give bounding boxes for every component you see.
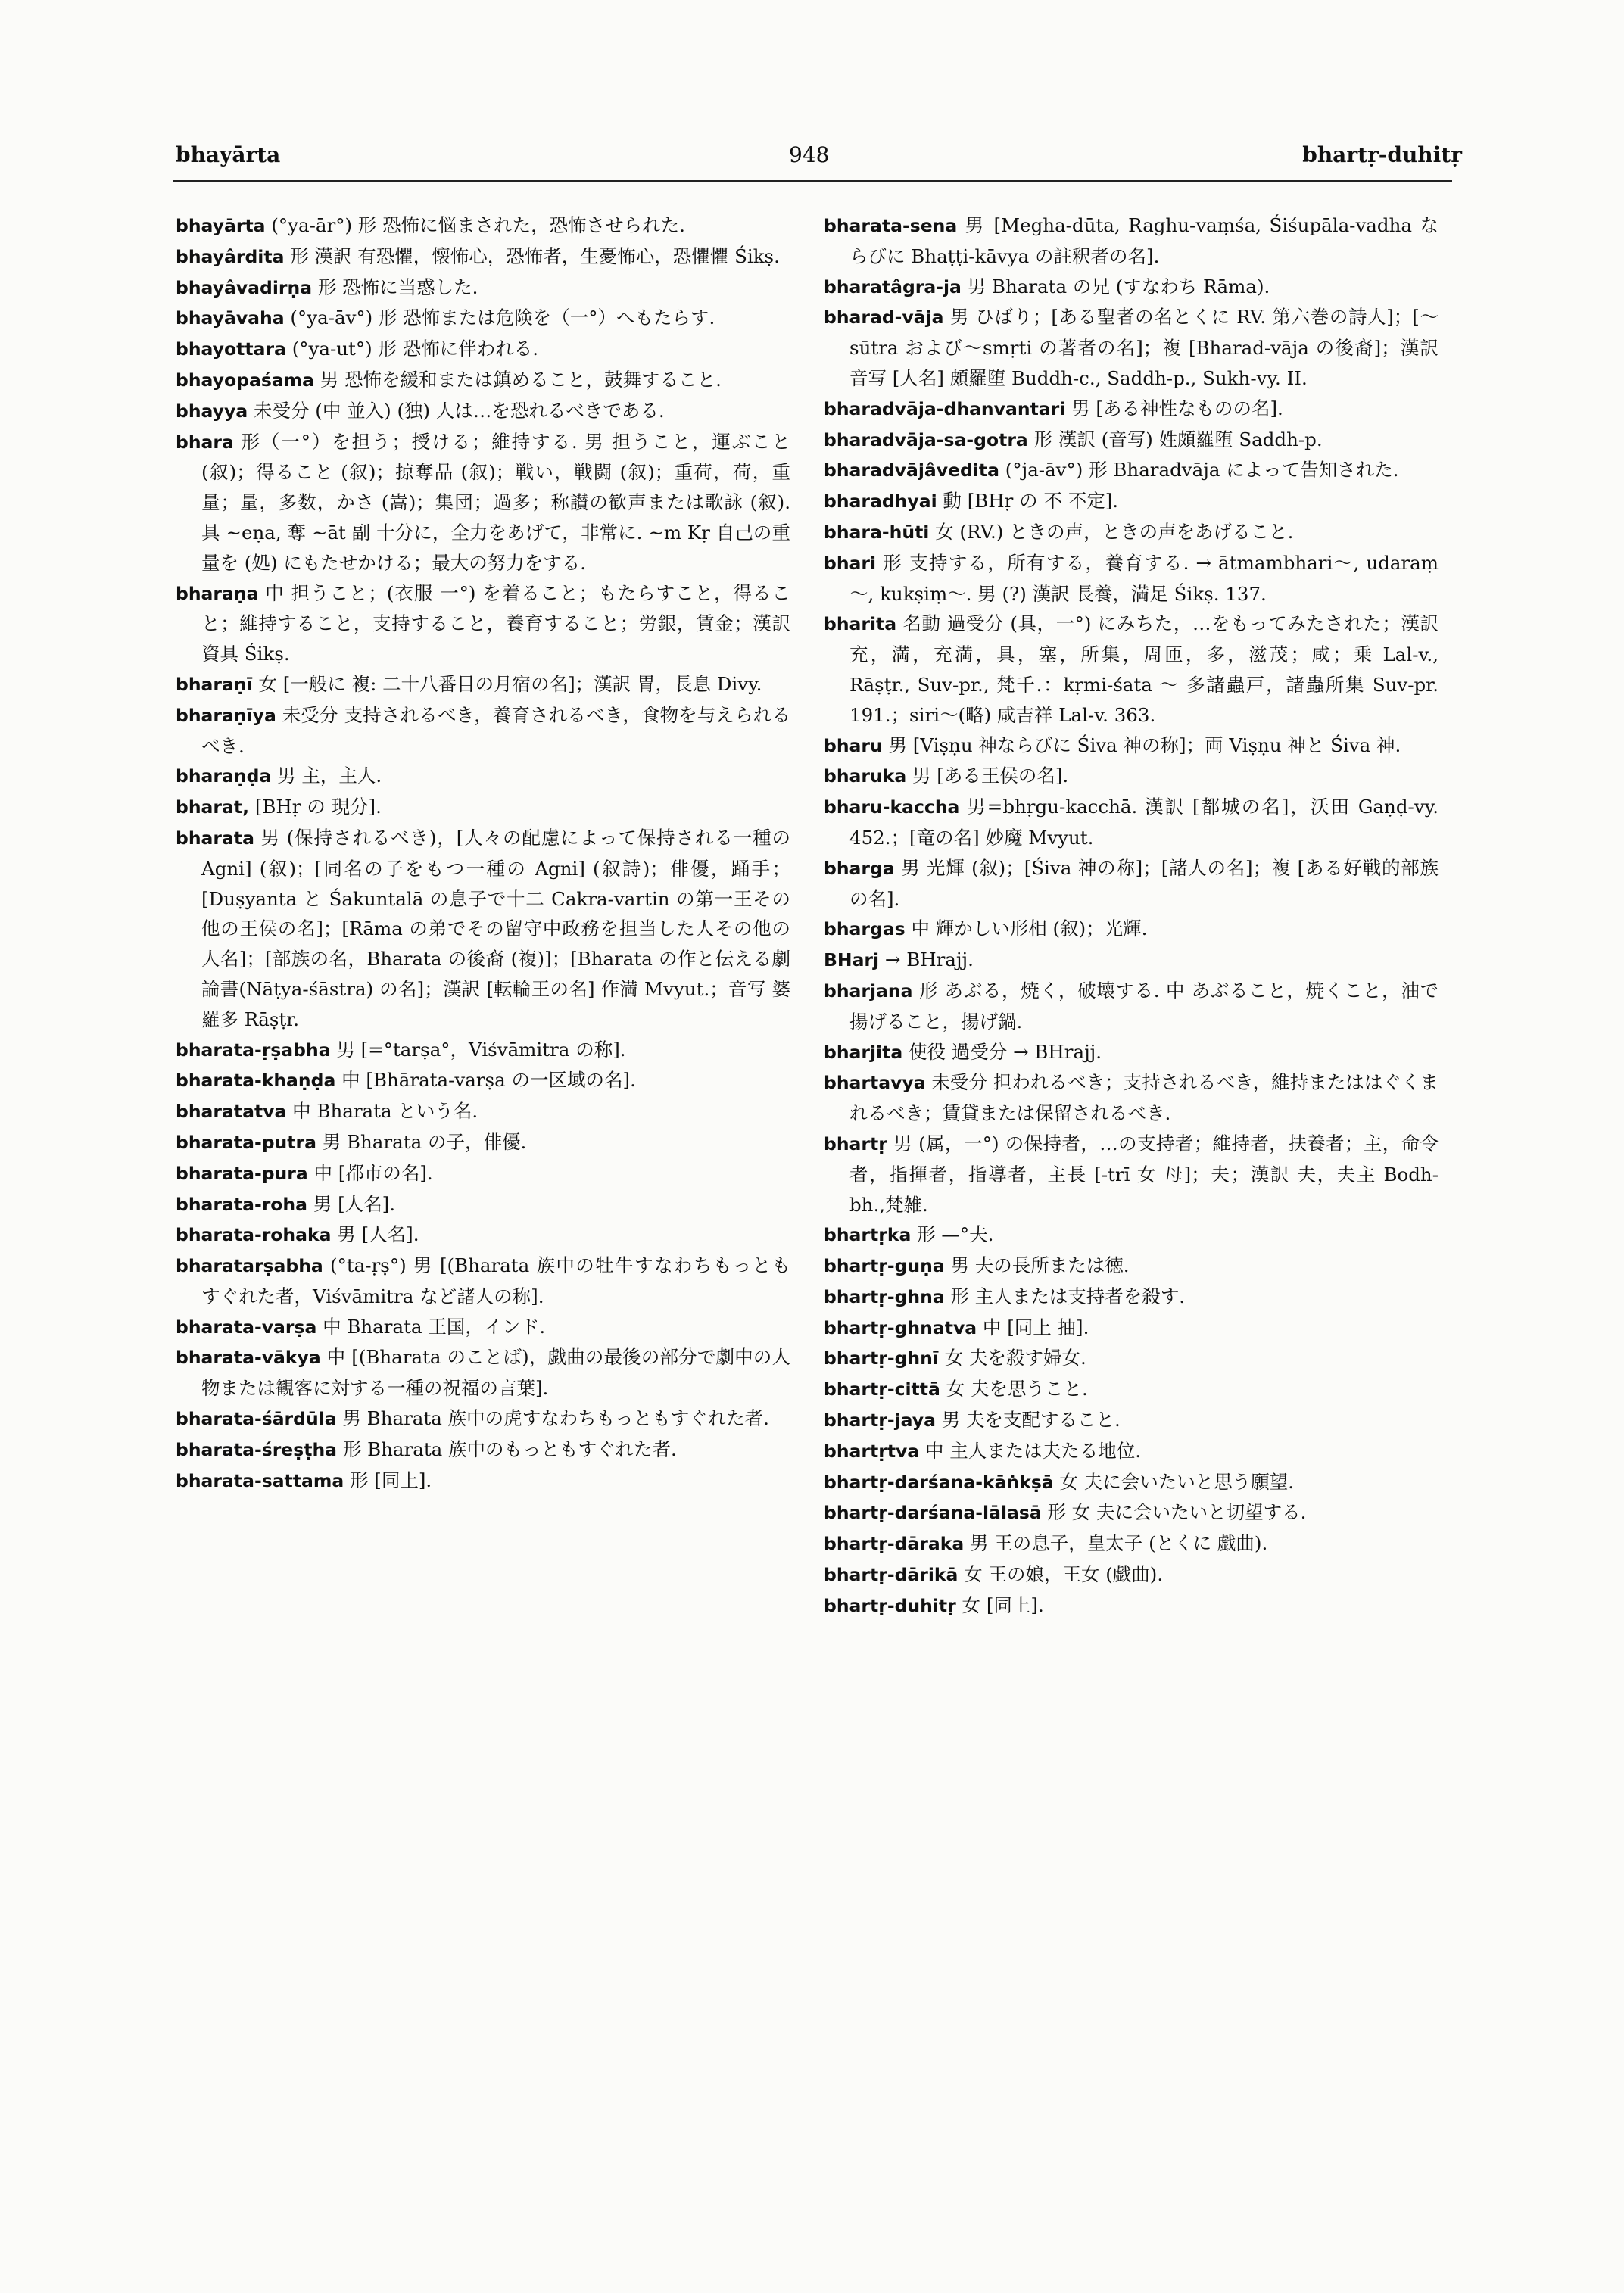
entry-definition: 使役 過受分 → BHrajj. <box>902 1040 1102 1063</box>
dictionary-entry <box>824 1436 1439 1467</box>
entry-definition: 形 あぶる，焼く，破壊する. 中 あぶること，焼くこと，油で揚げること，揚げ鍋. <box>849 979 1439 1033</box>
dictionary-entry <box>176 1096 790 1127</box>
dictionary-entry <box>176 1251 790 1312</box>
entry-headword: bhayāvaha <box>176 307 285 329</box>
dictionary-entry <box>824 976 1439 1037</box>
entry-headword: bhartṛ-darśana-kāṅkṣā <box>824 1471 1054 1493</box>
dictionary-entry <box>824 1559 1439 1590</box>
dictionary-entry <box>176 1435 790 1466</box>
entry-definition: 女 (RV.) ときの声，ときの声をあげること. <box>929 520 1294 543</box>
entry-headword: bharatatva <box>176 1101 287 1123</box>
entry-headword: bharat, <box>176 796 250 818</box>
dictionary-entry <box>824 1343 1439 1374</box>
entry-definition: [BHṛ の 現分]. <box>249 796 382 818</box>
entry-headword: bhartṛ-ghna <box>824 1285 945 1307</box>
entry-headword: bharata-rohaka <box>176 1224 332 1246</box>
entry-headword: bhayya <box>176 400 248 422</box>
entry-headword: bhartṛtva <box>824 1440 920 1462</box>
entry-headword: bharata-varṣa <box>176 1316 317 1338</box>
entry-headword: bharatâgra-ja <box>824 276 962 298</box>
entry-headword: bhayâvadirṇa <box>176 276 313 298</box>
entry-headword: bhartṛ <box>824 1132 887 1154</box>
dictionary-entry <box>176 1065 790 1096</box>
entry-definition: 中 Bharata 王国，インド. <box>316 1315 546 1338</box>
entry-definition: 男 夫を支配すること. <box>935 1409 1121 1432</box>
entry-definition: 形 漢訳 (音写) 姓頗羅堕 Saddh-p. <box>1027 428 1323 450</box>
entry-definition: 中 [Bhārata-varṣa の一区域の名]. <box>335 1069 636 1092</box>
entry-definition: 形 主人または支持者を殺す. <box>944 1285 1186 1307</box>
entry-definition: 男 [=°tarṣa°，Viśvāmitra の称]. <box>330 1038 626 1061</box>
dictionary-entry <box>176 823 790 1035</box>
dictionary-entry <box>824 1590 1439 1622</box>
entry-definition: 動 [BHṛ の 不 不定]. <box>937 490 1119 512</box>
dictionary-entry <box>824 1467 1439 1498</box>
entry-headword: bharaṇa <box>176 582 259 604</box>
entry-headword: bharata-vākya <box>176 1347 321 1369</box>
dictionary-entry <box>824 853 1439 914</box>
dictionary-entry <box>176 396 790 427</box>
entry-headword: bharadvājâvedita <box>824 460 999 481</box>
entry-definition: 形 [同上]. <box>344 1469 432 1491</box>
entry-definition: 未受分 支持されるべき，養育されるべき，食物を与えられるべき. <box>201 703 790 757</box>
entry-headword: bharadvāja-dhanvantari <box>824 397 1066 419</box>
entry-headword: bhartṛ-darśana-lālasā <box>824 1502 1042 1524</box>
dictionary-entry <box>176 427 790 578</box>
entry-headword: bharadvāja-sa-gotra <box>824 428 1028 450</box>
entry-headword: bharuka <box>824 765 907 787</box>
dictionary-entry <box>824 1251 1439 1282</box>
entry-headword: bhartṛ-dāraka <box>824 1533 965 1555</box>
entry-definition: 女 [同上]. <box>955 1594 1044 1616</box>
dictionary-entry <box>176 669 790 700</box>
dictionary-entry <box>176 1127 790 1158</box>
header-rule <box>173 180 1452 182</box>
dictionary-entry <box>824 609 1439 730</box>
dictionary-entry <box>176 303 790 334</box>
entry-headword: bharu <box>824 734 883 756</box>
entry-definition: (°ya-ut°) 形 恐怖に伴われる. <box>285 338 539 360</box>
dictionary-entry <box>824 945 1439 976</box>
dictionary-entry <box>176 1312 790 1343</box>
running-head-left: bhayārta <box>176 142 281 167</box>
dictionary-entry <box>824 425 1439 456</box>
entry-headword: bhargas <box>824 918 906 940</box>
dictionary-entry <box>824 1037 1439 1068</box>
dictionary-entry <box>824 914 1439 945</box>
entry-headword: bhara-hūti <box>824 521 930 543</box>
entry-definition: (°ya-ār°) 形 恐怖に悩まされた，恐怖させられた. <box>265 214 685 236</box>
entry-definition: (°ya-āv°) 形 恐怖または危険を（一°）へもたらす. <box>284 307 715 329</box>
entry-definition: 形（一°）を担う；授ける；維持する. 男 担うこと，運ぶこと (叙)；得ること (叙)；掠奪品 (叙)；戦い，戦闘 (叙)；重荷，荷，重量；量，多数，かさ (嵩)；集団；過多；称讃の歓声または歌詠 (叙). 具 ~eṇa, 奪 ~āt 副 十分に，全力をあげて，非常に. ~m Kṛ 自己の重量を (処) にもたせかける；最大の努力をする. <box>201 430 790 574</box>
dictionary-entry <box>176 700 790 762</box>
dictionary-entry <box>176 578 790 669</box>
entry-headword: bhayārta <box>176 215 266 236</box>
entry-headword: bharaṇī <box>176 673 253 695</box>
dictionary-entry <box>824 1282 1439 1313</box>
entry-headword: bharata-sena <box>824 215 958 236</box>
entry-headword: bhartṛ-duhitṛ <box>824 1594 956 1616</box>
entry-definition: 形 恐怖に当惑した. <box>312 276 478 298</box>
dictionary-entry <box>176 334 790 365</box>
dictionary-entry <box>176 761 790 792</box>
right-column <box>824 210 1439 1622</box>
dictionary-entry <box>824 1313 1439 1344</box>
entry-definition: 男 主，主人. <box>271 765 382 787</box>
entry-definition: 男 Bharata の兄 (すなわち Rāma). <box>961 275 1270 298</box>
dictionary-entry <box>824 1405 1439 1436</box>
entry-headword: bharata-śreṣṭha <box>176 1438 338 1460</box>
entry-headword: bharu-kaccha <box>824 796 960 818</box>
entry-headword: bhara <box>176 431 234 453</box>
entry-headword: bhartṛ-ghnatva <box>824 1316 977 1338</box>
dictionary-entry <box>176 241 790 273</box>
dictionary-entry <box>824 1528 1439 1559</box>
entry-headword: bharata-sattama <box>176 1469 344 1491</box>
entry-definition: → BHrajj. <box>879 949 974 971</box>
entry-definition: 女 夫に会いたいと思う願望. <box>1053 1470 1295 1493</box>
dictionary-entry <box>824 548 1439 609</box>
dictionary-entry <box>824 272 1439 303</box>
running-head-right: bhartṛ-duhitṛ <box>1302 142 1462 167</box>
entry-definition: 男 Bharata の子，俳優. <box>316 1130 527 1153</box>
page-number: 948 <box>789 142 830 167</box>
entry-definition: 女 夫を殺す婦女. <box>938 1347 1086 1369</box>
entry-definition: 男 [人名]. <box>307 1192 396 1215</box>
entry-definition: 男 光輝 (叙)；[Śiva 神の称]；[諸人の名]；複 [ある好戦的部族の名]. <box>849 856 1439 910</box>
entry-headword: BHarj <box>824 949 880 971</box>
dictionary-entry <box>824 486 1439 517</box>
entry-headword: bhari <box>824 552 877 574</box>
dictionary-entry <box>176 1035 790 1066</box>
entry-definition: 男 [ある神性なものの名]. <box>1065 397 1283 419</box>
entry-headword: bharata-khaṇḍa <box>176 1070 336 1092</box>
entry-definition: (°ja-āv°) 形 Bharadvāja によって告知された. <box>999 459 1399 481</box>
entry-headword: bharjita <box>824 1041 903 1063</box>
entry-definition: 男 夫の長所または徳. <box>944 1254 1130 1277</box>
dictionary-entry <box>824 761 1439 792</box>
dictionary-entry <box>824 731 1439 762</box>
entry-definition: 男 [人名]. <box>331 1223 419 1246</box>
dictionary-entry <box>824 394 1439 425</box>
entry-headword: bharata-śārdūla <box>176 1408 337 1430</box>
entry-definition: 男 [Viṣṇu 神ならびに Śiva 神の称]；両 Viṣṇu 神と Śiva 神. <box>882 734 1401 756</box>
entry-definition: 男 ひばり；[ある聖者の名とくに RV. 第六巻の詩人]；[～sūtra および～smṛti の著者の名]；複 [Bharad-vāja の後裔]；漢訳 音写 [人名] 頗羅堕 Buddh-c., Saddh-p., Sukh-vy. II. <box>849 306 1439 389</box>
dictionary-entry <box>824 792 1439 853</box>
entry-headword: bharad-vāja <box>824 307 944 329</box>
entry-headword: bhartṛ-jaya <box>824 1410 936 1432</box>
entry-definition: 男 [Megha-dūta, Raghu-vaṃśa, Śiśupāla-vadha ならびに Bhaṭṭi-kāvya の註釈者の名]. <box>849 214 1439 267</box>
entry-headword: bharga <box>824 857 895 879</box>
entry-headword: bharata-ṛṣabha <box>176 1039 331 1061</box>
entry-definition: 形 —°夫. <box>911 1223 994 1246</box>
entry-headword: bharatarṣabha <box>176 1255 323 1277</box>
entry-definition: 男 Bharata 族中の虎すなわちもっともすぐれた者. <box>336 1407 769 1430</box>
dictionary-entry <box>824 455 1439 486</box>
dictionary-entry <box>824 1497 1439 1528</box>
entry-headword: bhartavya <box>824 1072 926 1094</box>
entry-definition: 男 王の息子，皇太子 (とくに 戯曲). <box>964 1532 1268 1555</box>
entry-definition: 中 担うこと；(衣服 一°) を着ること；もたらすこと，得ること；維持すること，支持すること，養育すること；労銀，賃金；漢訳 資具 Śikṣ. <box>201 581 790 665</box>
dictionary-entry <box>824 1220 1439 1251</box>
dictionary-entry <box>176 273 790 304</box>
entry-headword: bhartṛ-guṇa <box>824 1255 945 1277</box>
entry-headword: bharata-pura <box>176 1162 308 1184</box>
dictionary-entry <box>176 1342 790 1404</box>
entry-headword: bharaṇīya <box>176 704 276 726</box>
entry-definition: 中 輝かしい形相 (叙)；光輝. <box>905 918 1148 940</box>
dictionary-entry <box>176 365 790 396</box>
dictionary-entry <box>824 302 1439 393</box>
entry-headword: bharata-roha <box>176 1193 308 1215</box>
entry-definition: 女 [一般に 複: 二十八番目の月宿の名]；漢訳 胃，長息 Divy. <box>252 672 762 695</box>
entry-definition: 名動 過受分 (具，一°) にみちた，…をもってみたされた；漢訳 充，満，充満，具，塞，所集，周匝，多，滋茂；咸；乗 Lal-v., Rāṣṭr., Suv-pr., 梵千.：kṛmi-śata ～ 多諸蟲戸，諸蟲所集 Suv-pr. 191.；siri～(略) 咸吉祥 Lal-v. 363. <box>849 612 1439 726</box>
entry-definition: 男 (属，一°) の保持者，…の支持者；維持者，扶養者；主，命令者，指揮者，指導者，主長 [-trī 女 母]；夫；漢訳 夫，夫主 Bodh-bh.,梵雑. <box>849 1132 1439 1216</box>
entry-definition: 形 Bharata 族中のもっともすぐれた者. <box>337 1438 677 1460</box>
dictionary-entry <box>176 1466 790 1497</box>
left-column <box>176 210 790 1496</box>
entry-definition: 女 夫を思うこと. <box>940 1378 1088 1400</box>
entry-definition: (°ta-ṛṣ°) 男 [(Bharata 族中の牡牛すなわちもっともすぐれた者，Viśvāmitra など諸人の称]. <box>201 1254 790 1307</box>
entry-headword: bharaṇḍa <box>176 765 272 787</box>
entry-definition: 中 主人または夫たる地位. <box>919 1439 1142 1462</box>
dictionary-entry <box>176 1189 790 1220</box>
dictionary-entry <box>824 210 1439 272</box>
entry-headword: bhartṛka <box>824 1224 912 1246</box>
entry-definition: 中 [同上 抽]. <box>977 1316 1089 1338</box>
entry-definition: 男 (保持されるべき)，[人々の配慮によって保持される一種の Agni] (叙)；[同名の子をもつ一種の Agni] (叙詩)；俳優，踊手；[Duṣyanta と Śakuntalā の息子で十二 Cakra-vartin の第一王その他の王侯の名]；[Rāma の弟でその留守中政務を担当した人その他の人名]；[部族の名，Bharata の後裔 (複)]；[Bharata の作と伝える劇論書(Nāṭya-śāstra) の名]；漢訳 [転輪王の名] 作満 Mvyut.；音写 婆羅多 Rāṣṭr. <box>201 826 790 1030</box>
dictionary-entry <box>824 1374 1439 1405</box>
entry-definition: 男 恐怖を緩和または鎮めること，鼓舞すること. <box>314 368 722 391</box>
entry-definition: 形 漢訳 有恐懼，懐怖心，恐怖者，生憂怖心，恐懼懼 Śikṣ. <box>284 245 780 267</box>
dictionary-entry <box>176 1404 790 1435</box>
entry-headword: bhayârdita <box>176 245 285 267</box>
entry-definition: 男=bhṛgu-kacchā. 漢訳 [都城の名]，沃田 Gaṇḍ-vy. 452.；[竜の名] 妙魔 Mvyut. <box>849 796 1439 849</box>
entry-definition: 未受分 担われるべき；支持されるべき，維持またははぐくまれるべき；賃貸または保留されるべき. <box>849 1071 1439 1125</box>
entry-headword: bharita <box>824 613 897 635</box>
entry-definition: 中 Bharata という名. <box>286 1100 478 1123</box>
entry-definition: 形 支持する，所有する，養育する. → ātmambhari～, udaraṃ～, kukṣiṃ～. 男 (?) 漢訳 長養，満足 Śikṣ. 137. <box>849 551 1439 605</box>
dictionary-entry <box>824 1129 1439 1220</box>
entry-headword: bharata <box>176 827 254 849</box>
dictionary-entry <box>176 1220 790 1251</box>
entry-headword: bhayopaśama <box>176 369 315 391</box>
entry-headword: bhartṛ-cittā <box>824 1379 940 1400</box>
dictionary-entry <box>824 517 1439 548</box>
dictionary-entry <box>176 210 790 241</box>
entry-definition: 中 [(Bharata のことば)，戯曲の最後の部分で劇中の人物または観客に対する一種の祝福の言葉]. <box>201 1346 790 1400</box>
dictionary-entry <box>824 1067 1439 1129</box>
entry-headword: bhartṛ-dārikā <box>824 1564 959 1586</box>
entry-definition: 未受分 (中 並入) (独) 人は…を恐れるべきである. <box>248 399 665 422</box>
dictionary-entry <box>176 1158 790 1189</box>
dictionary-entry <box>176 792 790 823</box>
entry-headword: bharadhyai <box>824 491 937 512</box>
entry-headword: bhayottara <box>176 338 286 360</box>
entry-headword: bhartṛ-ghnī <box>824 1347 939 1369</box>
entry-headword: bharata-putra <box>176 1131 316 1153</box>
entry-headword: bharjana <box>824 980 913 1002</box>
entry-definition: 男 [ある王侯の名]. <box>906 765 1069 787</box>
entry-definition: 女 王の娘，王女 (戯曲). <box>958 1563 1164 1586</box>
entry-definition: 中 [都市の名]. <box>307 1161 433 1184</box>
entry-definition: 形 女 夫に会いたいと切望する. <box>1041 1501 1307 1524</box>
